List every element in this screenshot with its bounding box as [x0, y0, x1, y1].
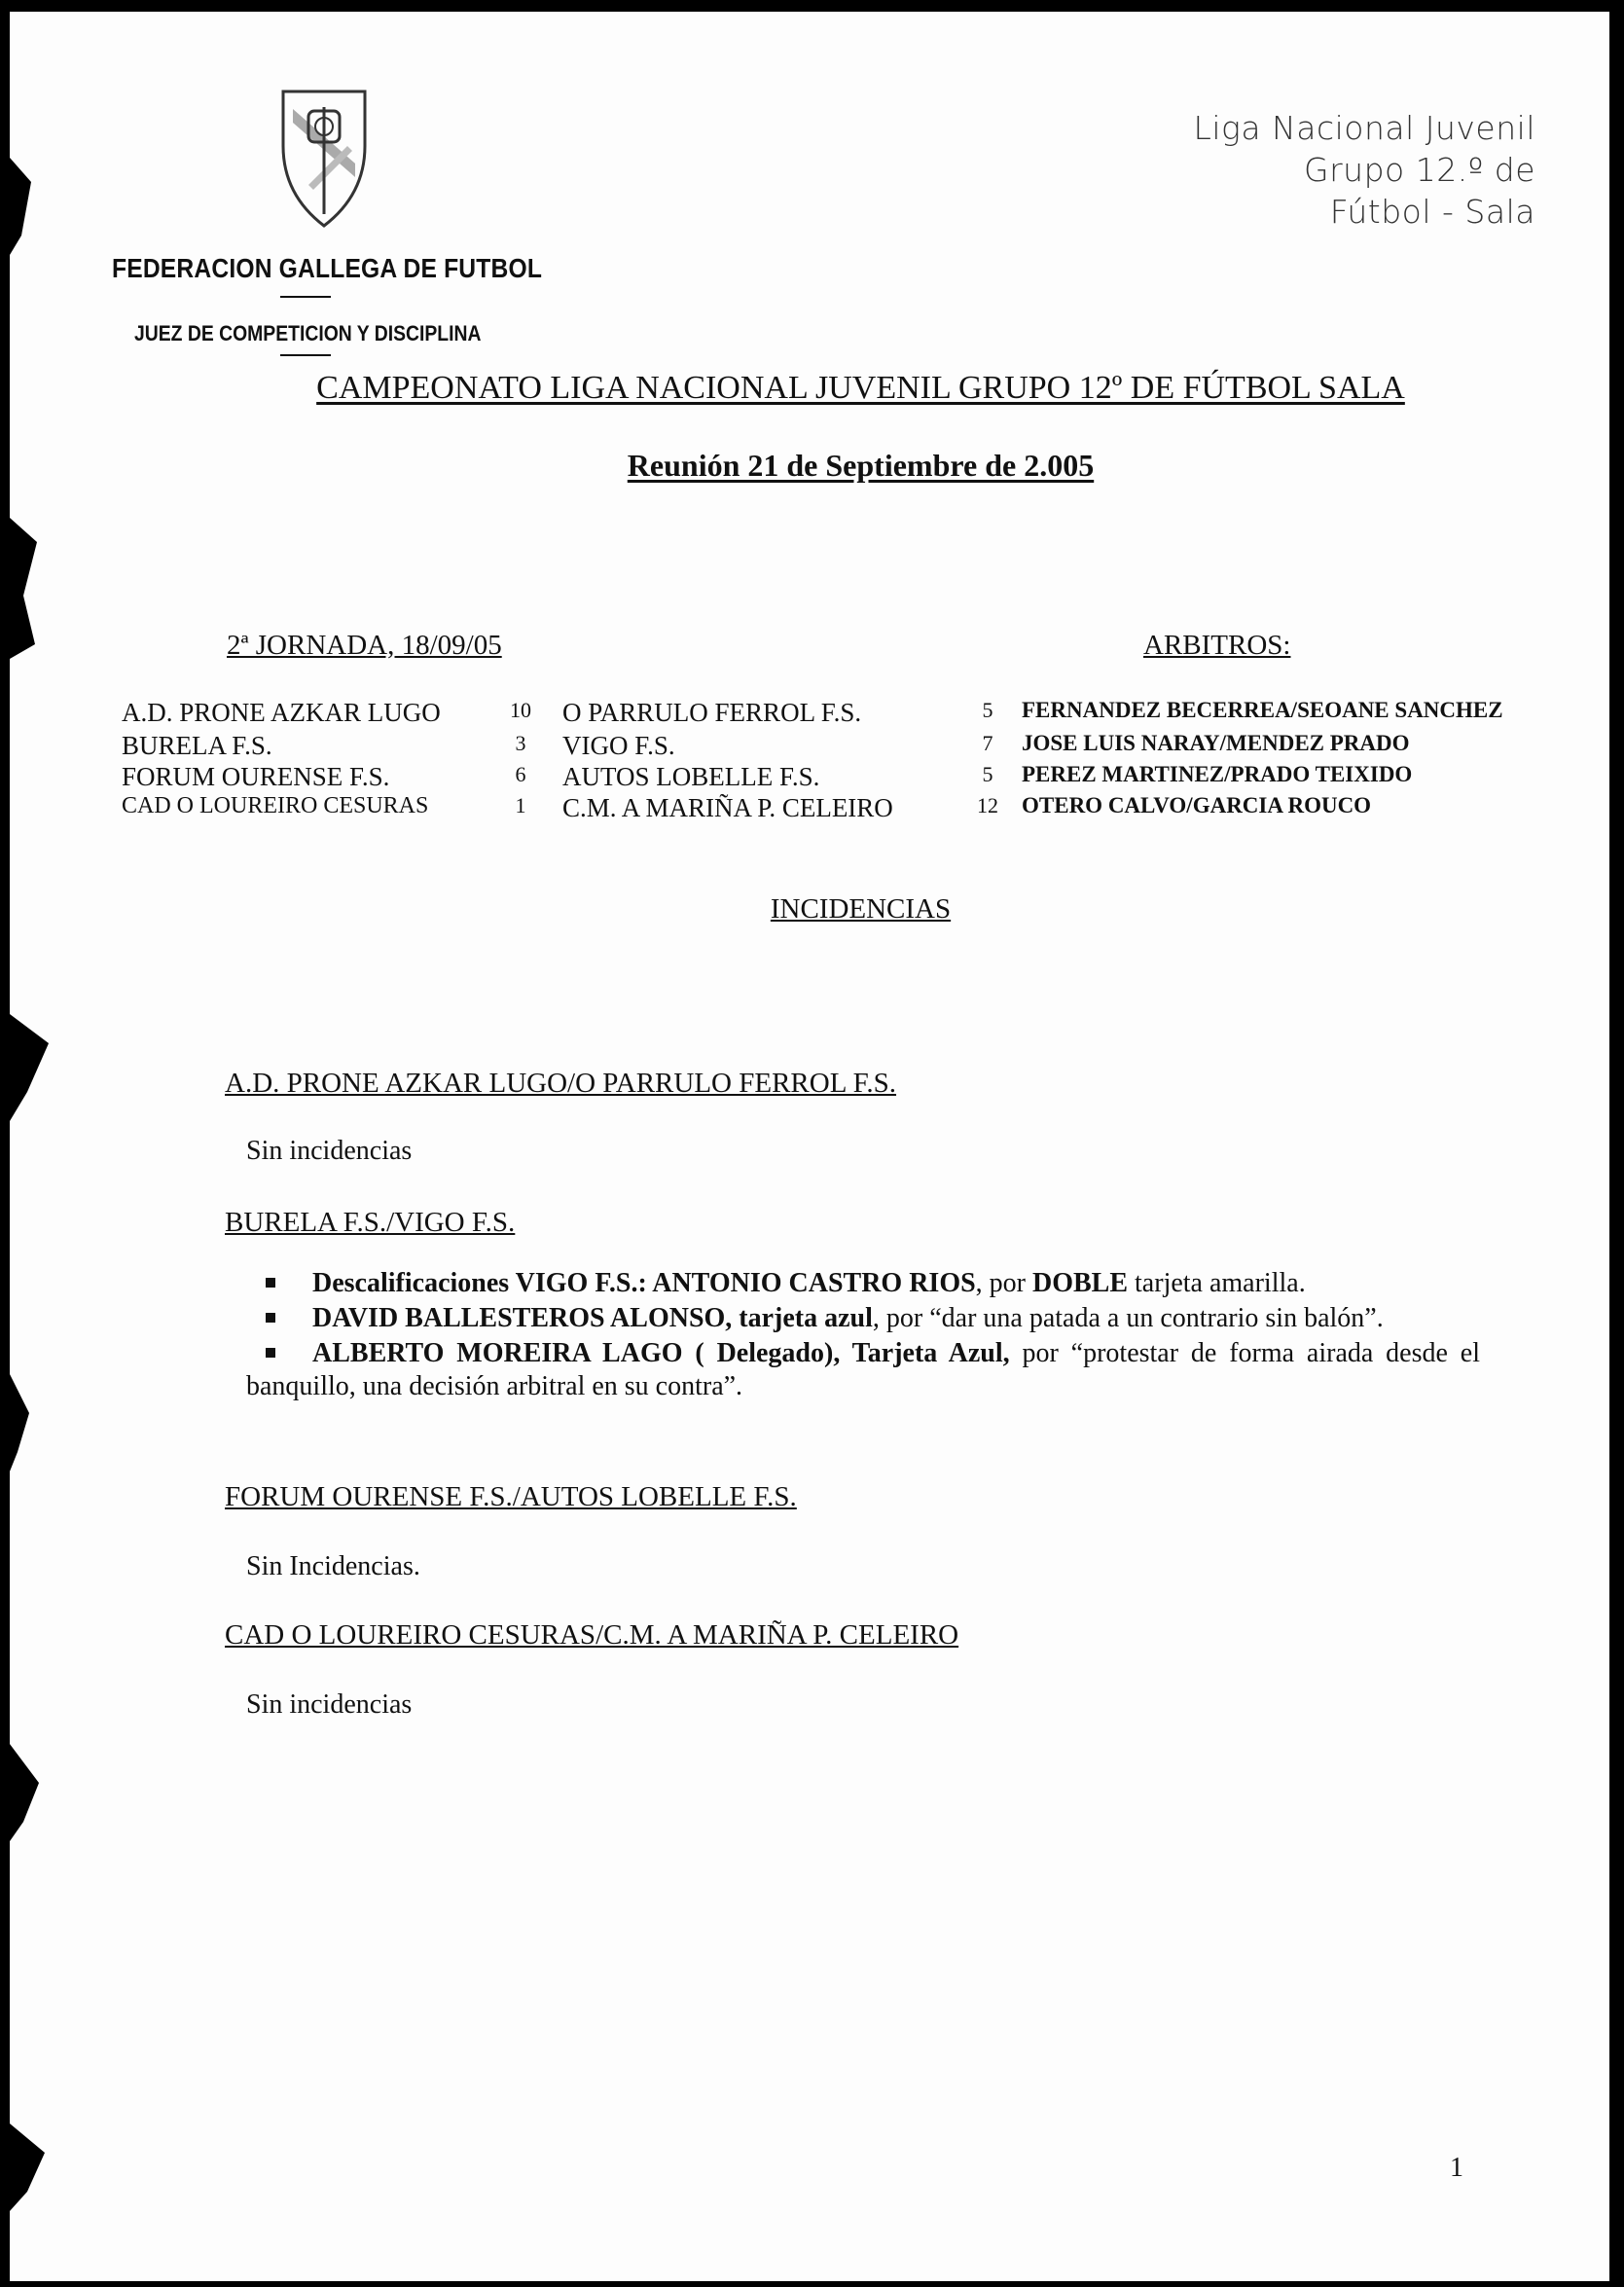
- league-header: [1193, 107, 1535, 233]
- bullet-icon: [266, 1348, 275, 1358]
- league-line-3: Fútbol - Sala: [1329, 193, 1535, 231]
- federation-name: FEDERACION GALLEGA DE FUTBOL: [112, 253, 543, 283]
- result-row: [10, 762, 1609, 795]
- incident-list: [246, 1267, 1480, 1405]
- incident-text: Sin incidencias: [246, 1689, 413, 1720]
- away-score: 12: [977, 793, 998, 817]
- list-item: ALBERTO MOREIRA LAGO ( Delegado), Tarjeta Azul, por “protestar de forma airada desde el banquillo, una decisión arbitral en su contra”.: [246, 1338, 1480, 1401]
- incident-text: Sin Incidencias.: [246, 1551, 420, 1581]
- incident-match-title: CAD O LOUREIRO CESURAS/C.M. A MARIÑA P. CELEIRO: [225, 1619, 959, 1651]
- away-team: C.M. A MARIÑA P. CELEIRO: [562, 793, 893, 822]
- away-team: AUTOS LOBELLE F.S.: [562, 762, 820, 791]
- committee-name: JUEZ DE COMPETICION Y DISCIPLINA: [134, 321, 482, 345]
- divider: [280, 296, 331, 298]
- result-row: [10, 731, 1609, 764]
- list-item: Descalificaciones VIGO F.S.: ANTONIO CASTRO RIOS, por DOBLE tarjeta amarilla.: [246, 1267, 1480, 1300]
- away-score: 7: [982, 731, 993, 755]
- bullet-icon: [266, 1313, 275, 1323]
- referees: OTERO CALVO/GARCIA ROUCO: [1022, 793, 1372, 817]
- referees: JOSE LUIS NARAY/MENDEZ PRADO: [1022, 731, 1410, 755]
- incident-match-title: FORUM OURENSE F.S./AUTOS LOBELLE F.S.: [225, 1481, 797, 1512]
- referees: FERNANDEZ BECERREA/SEOANE SANCHEZ: [1022, 698, 1503, 722]
- incident-text: Sin incidencias: [246, 1136, 413, 1166]
- away-score: 5: [982, 698, 993, 722]
- home-team: CAD O LOUREIRO CESURAS: [122, 793, 429, 818]
- torn-edge: [10, 12, 68, 2281]
- bullet-icon: [266, 1278, 275, 1288]
- home-score: 3: [515, 731, 526, 755]
- list-item: DAVID BALLESTEROS ALONSO, tarjeta azul, por “dar una patada a un contrario sin balón”.: [246, 1302, 1480, 1335]
- result-row: [10, 698, 1609, 731]
- away-score: 5: [982, 762, 993, 786]
- result-row: [10, 793, 1609, 826]
- home-team: BURELA F.S.: [122, 731, 272, 760]
- home-team: A.D. PRONE AZKAR LUGO: [122, 698, 441, 727]
- incident-match-title: A.D. PRONE AZKAR LUGO/O PARRULO FERROL F.S.: [225, 1068, 897, 1099]
- round-label: 2ª JORNADA, 18/09/05: [227, 630, 502, 661]
- referees-label: ARBITROS:: [1143, 630, 1291, 661]
- home-score: 6: [515, 762, 526, 786]
- away-team: VIGO F.S.: [562, 731, 675, 760]
- league-line-1: Liga Nacional Juvenil: [1193, 109, 1535, 147]
- page-number: 1: [1450, 2153, 1463, 2183]
- league-line-2: Grupo 12.º de: [1304, 151, 1535, 189]
- page-title: CAMPEONATO LIGA NACIONAL JUVENIL GRUPO 12º DE FÚTBOL SALA: [316, 370, 1405, 406]
- away-team: O PARRULO FERROL F.S.: [562, 698, 862, 727]
- home-team: FORUM OURENSE F.S.: [122, 762, 390, 791]
- incidents-title: INCIDENCIAS: [770, 893, 952, 925]
- referees: PEREZ MARTINEZ/PRADO TEIXIDO: [1022, 762, 1413, 786]
- document-page: [10, 12, 1609, 2281]
- incident-match-title: BURELA F.S./VIGO F.S.: [225, 1207, 516, 1238]
- home-score: 10: [510, 698, 531, 722]
- federation-crest-logo: [279, 88, 369, 229]
- meeting-date: Reunión 21 de Septiembre de 2.005: [627, 448, 1095, 483]
- divider: [280, 354, 331, 356]
- home-score: 1: [515, 793, 526, 817]
